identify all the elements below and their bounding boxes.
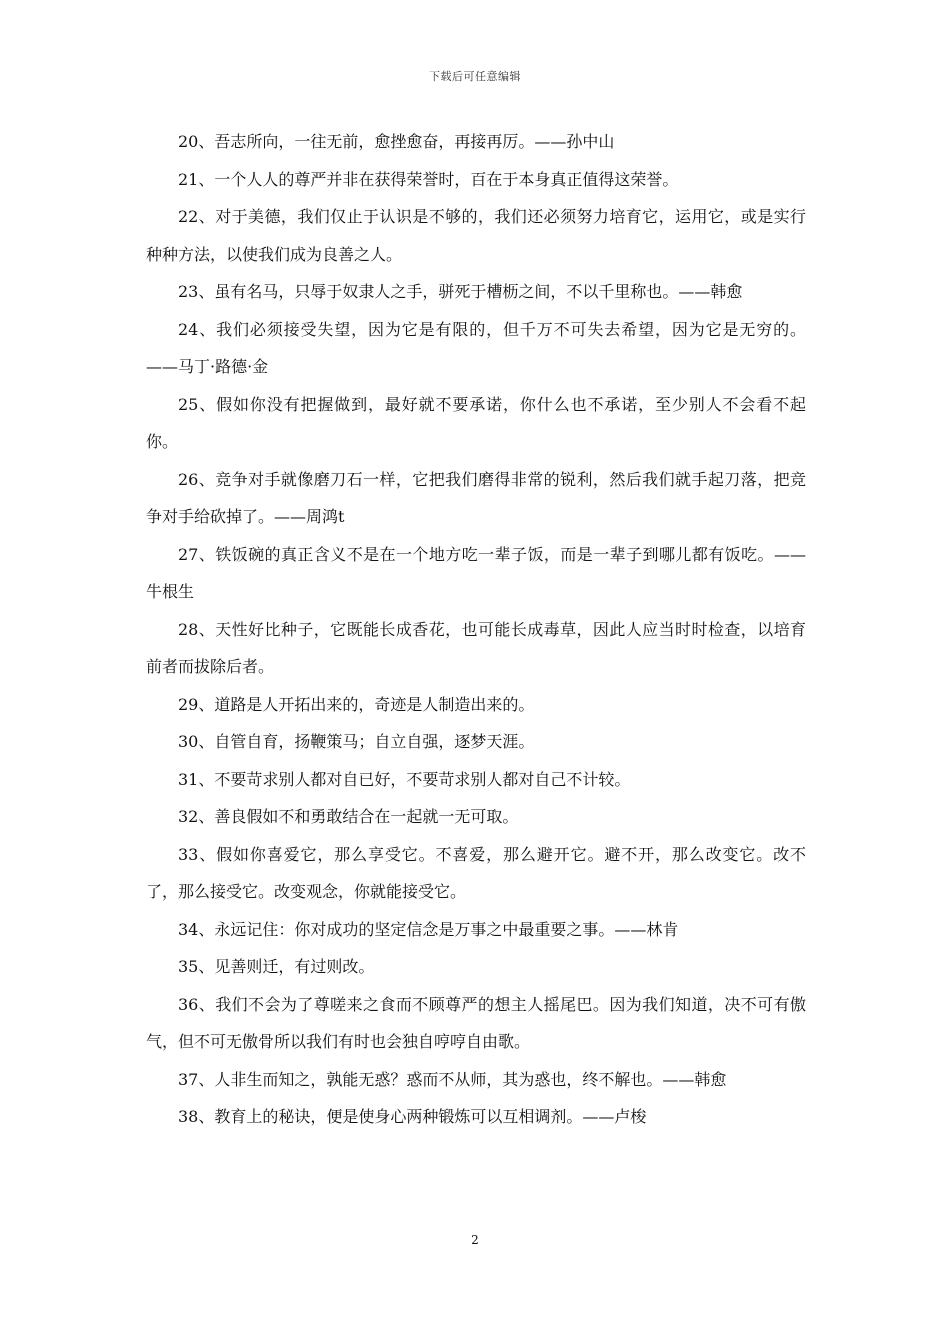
page-header: 下载后可任意编辑	[429, 70, 521, 83]
quote-paragraph: 23、虽有名马，只辱于奴隶人之手，骈死于槽枥之间，不以千里称也。——韩愈	[178, 282, 743, 301]
quote-paragraph: 34、永远记住：你对成功的坚定信念是万事之中最重要之事。——林肯	[178, 919, 679, 939]
quote-paragraph: 21、一个人人的尊严并非在获得荣誉时，百在于本身真正值得这荣誉。	[178, 169, 679, 189]
page-number: 2	[471, 1233, 479, 1247]
quote-paragraph: 31、不要苛求别人都对自已好，不要苛求别人都对自己不计较。	[178, 769, 631, 789]
quote-list	[146, 123, 806, 1136]
quote-paragraph: 28、天性好比种子，它既能长成香花，也可能长成毒草，因此人应当时时检查，以培育前者而拔除后者。	[146, 619, 806, 676]
quote-paragraph: 22、对于美德，我们仅止于认识是不够的，我们还必须努力培育它，运用它，或是实行种种方法，以使我们成为良善之人。	[146, 207, 806, 264]
quote-paragraph: 20、吾志所向，一往无前，愈挫愈奋，再接再厉。——孙中山	[178, 132, 615, 151]
quote-paragraph: 36、我们不会为了尊嗟来之食而不顾尊严的想主人摇尾巴。因为我们知道，决不可有傲气，但不可无傲骨所以我们有时也会独自哼哼自由歌。	[146, 994, 806, 1051]
quote-paragraph: 37、人非生而知之，孰能无惑？惑而不从师，其为惑也，终不解也。——韩愈	[178, 1069, 727, 1089]
quote-paragraph: 30、自管自育，扬鞭策马；自立自强，逐梦天涯。	[178, 732, 535, 751]
quote-paragraph: 38、教育上的秘诀，便是使身心两种锻炼可以互相调剂。——卢梭	[178, 1107, 647, 1126]
quote-paragraph: 32、善良假如不和勇敢结合在一起就一无可取。	[178, 807, 519, 826]
quote-paragraph: 25、假如你没有把握做到，最好就不要承诺，你什么也不承诺，至少别人不会看不起你。	[146, 394, 806, 451]
quote-paragraph: 26、竞争对手就像磨刀石一样，它把我们磨得非常的锐利，然后我们就手起刀落，把竞争对手给砍掉了。——周鸿t	[146, 469, 806, 526]
quote-paragraph: 29、道路是人开拓出来的，奇迹是人制造出来的。	[178, 694, 535, 714]
quote-paragraph: 35、见善则迁，有过则改。	[178, 957, 375, 976]
quote-paragraph: 24、我们必须接受失望，因为它是有限的，但千万不可失去希望，因为它是无穷的。——马丁·路德·金	[146, 319, 806, 376]
quote-paragraph: 27、铁饭碗的真正含义不是在一个地方吃一辈子饭，而是一辈子到哪儿都有饭吃。——牛根生	[146, 544, 806, 601]
quote-paragraph: 33、假如你喜爱它，那么享受它。不喜爱，那么避开它。避不开，那么改变它。改不了，那么接受它。改变观念，你就能接受它。	[146, 844, 806, 901]
